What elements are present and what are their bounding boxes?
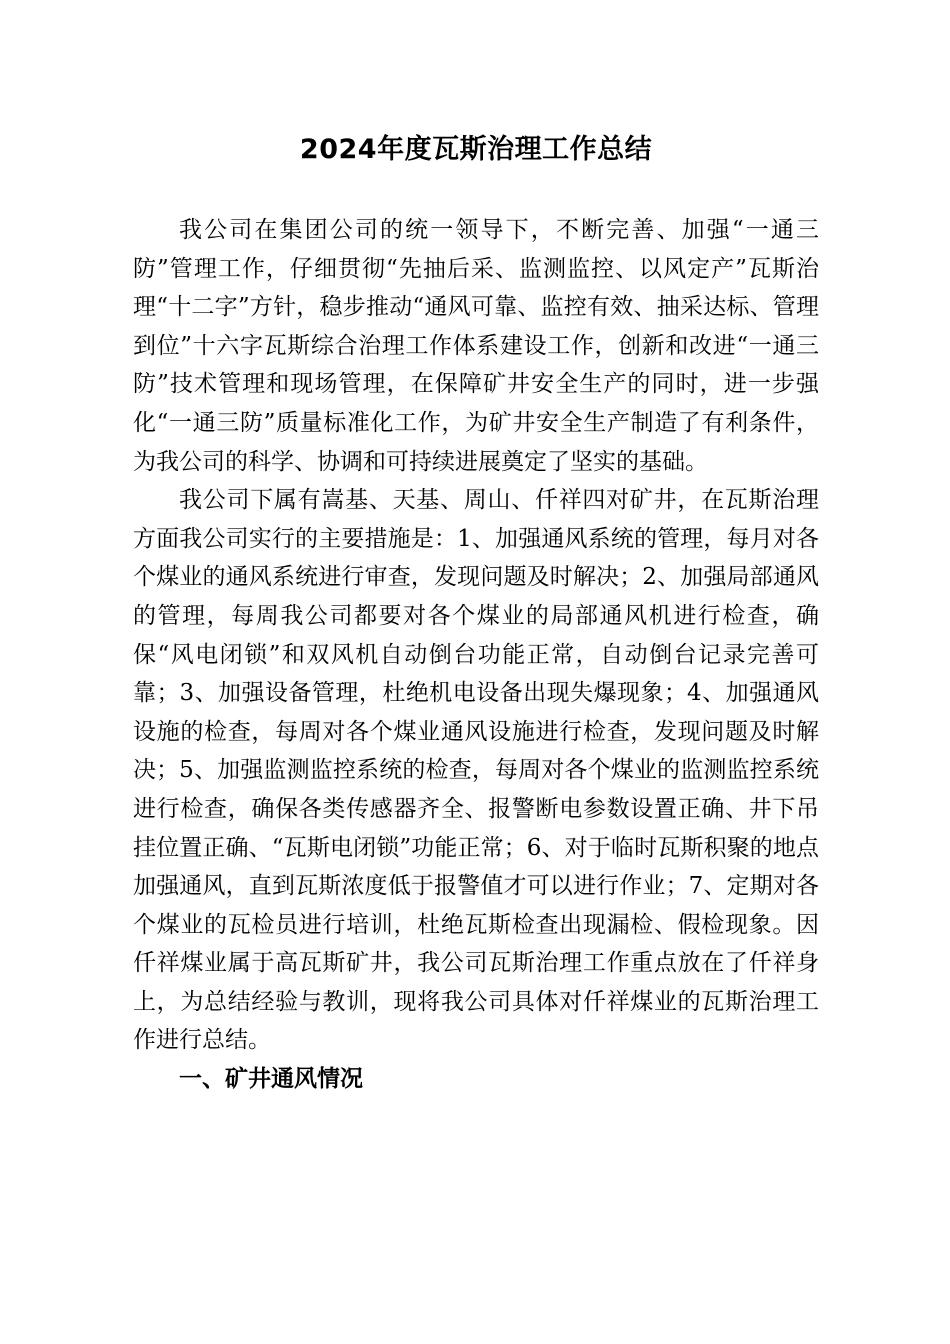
document-title: 2024年度瓦斯治理工作总结 [299,134,653,165]
paragraph-measures: 我公司下属有嵩基、天基、周山、仟祥四对矿井，在瓦斯治理方面我公司实行的主要措施是：1、加强通风系统的管理，每月对各个煤业的通风系统进行审查，发现问题及时解决；2、加强局部通风的管理，每周我公司都要对各个煤业的局部通风机进行检查，确保“风电闭锁”和双风机自动倒台功能正常，自动倒台记录完善可靠；3、加强设备管理，杜绝机电设备出现失爆现象；4、加强通风设施的检查，每周对各个煤业通风设施进行检查，发现问题及时解决；5、加强监测监控系统的检查，每周对各个煤业的监测监控系统进行检查，确保各类传感器齐全、报警断电参数设置正确、井下吊挂位置正确、“瓦斯电闭锁”功能正常；6、对于临时瓦斯积聚的地点加强通风，直到瓦斯浓度低于报警值才可以进行作业；7、定期对各个煤业的瓦检员进行培训，杜绝瓦斯检查出现漏检、假检现象。因仟祥煤业属于高瓦斯矿井，我公司瓦斯治理工作重点放在了仟祥身上，为总结经验与教训，现将我公司具体对仟祥煤业的瓦斯治理工作进行总结。 [133,487,819,1054]
section-heading-ventilation: 一、矿井通风情况 [179,1066,363,1093]
document-content [133,126,819,1099]
paragraph-intro: 我公司在集团公司的统一领导下，不断完善、加强“一通三防”管理工作，仔细贯彻“先抽后采、监测监控、以风定产”瓦斯治理“十二字”方针，稳步推动“通风可靠、监控有效、抽采达标、管理到位”十六字瓦斯综合治理工作体系建设工作，创新和改进“一通三防”技术管理和现场管理，在保障矿井安全生产的同时，进一步强化“一通三防”质量标准化工作，为矿井安全生产制造了有利条件，为我公司的科学、协调和可持续进展奠定了坚实的基础。 [133,217,819,475]
document-body [133,211,819,1099]
